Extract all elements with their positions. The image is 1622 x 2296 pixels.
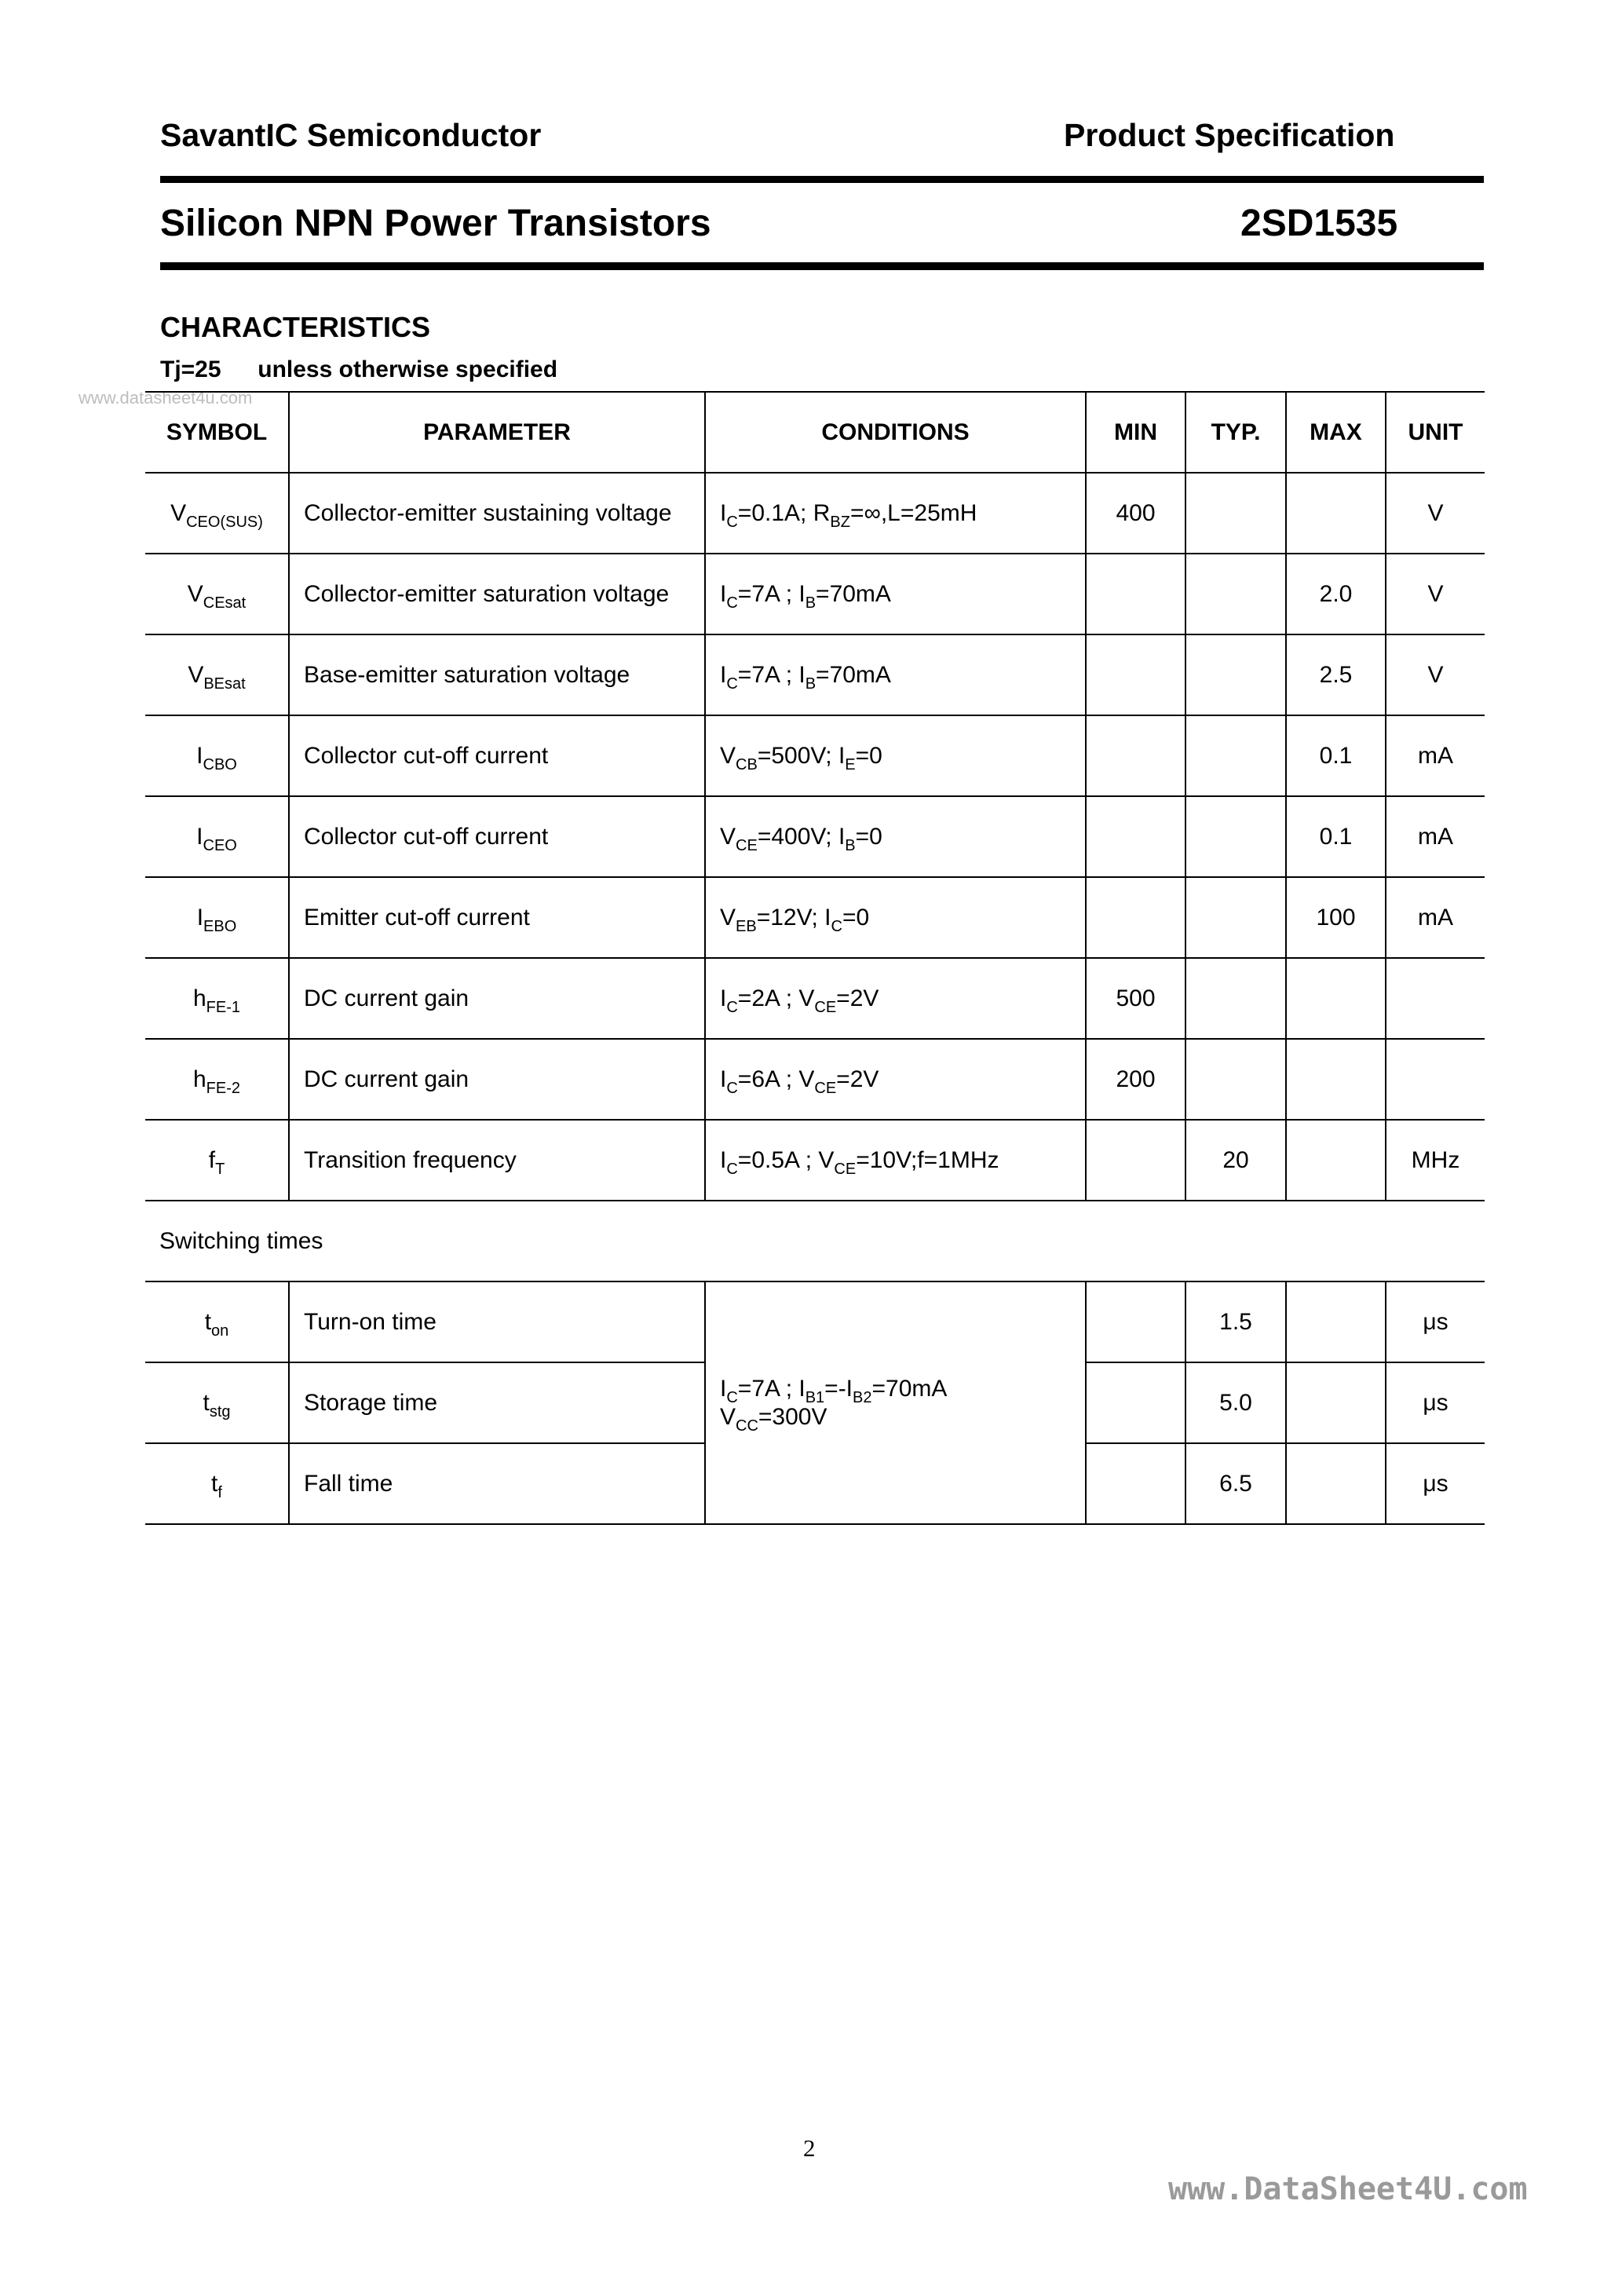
table-row [145, 634, 1485, 715]
conditions-cell [705, 554, 1086, 634]
symbol-cell [145, 1120, 289, 1201]
symbol-subscript: CBO [203, 755, 237, 773]
condition-part: CE [834, 1160, 857, 1178]
symbol-letter: V [187, 580, 203, 607]
condition-part: =70mA [871, 1375, 948, 1402]
header-conditions: CONDITIONS [705, 392, 1086, 473]
conditions-cell [705, 877, 1086, 958]
condition-part: C [726, 1079, 738, 1097]
typ-cell: 6.5 [1185, 1443, 1286, 1524]
symbol-letter: V [170, 499, 187, 526]
switching-label-row [145, 1201, 1485, 1281]
min-cell [1086, 554, 1185, 634]
symbol-cell [145, 1039, 289, 1120]
footer-website: www.DataSheet4U.com [1168, 2171, 1528, 2207]
max-cell [1286, 1120, 1386, 1201]
min-cell [1086, 715, 1185, 796]
symbol-cell [145, 1362, 289, 1443]
table-row [145, 715, 1485, 796]
condition-part: =0 [855, 823, 882, 850]
condition-part: C [831, 917, 842, 935]
table-row [145, 796, 1485, 877]
typ-cell [1185, 958, 1286, 1039]
table-row [145, 877, 1485, 958]
parameter-cell: Base-emitter saturation voltage [289, 634, 705, 715]
header-rule-bottom [160, 262, 1484, 270]
switching-condition-line2 [720, 1403, 1085, 1435]
condition-part: =2V [836, 1066, 879, 1092]
symbol-letter: h [192, 1066, 206, 1092]
min-cell: 400 [1086, 473, 1185, 554]
symbol-subscript: CEO(SUS) [186, 513, 263, 531]
header-min: MIN [1086, 392, 1185, 473]
condition-part: B2 [853, 1388, 872, 1406]
symbol-cell [145, 877, 289, 958]
symbol-subscript: stg [209, 1402, 231, 1420]
document-type: Product Specification [1064, 117, 1395, 153]
typ-cell: 20 [1185, 1120, 1286, 1201]
parameter-cell: Emitter cut-off current [289, 877, 705, 958]
condition-part: I [720, 1066, 727, 1092]
switching-times-label: Switching times [145, 1201, 1485, 1281]
max-cell [1286, 1362, 1386, 1443]
table-header-row [145, 392, 1485, 473]
symbol-cell [145, 796, 289, 877]
condition-part: =2V [836, 985, 879, 1011]
condition-part: I [720, 1375, 727, 1402]
max-cell: 0.1 [1286, 796, 1386, 877]
characteristics-table [145, 391, 1485, 1525]
test-condition-tj: Tj=25 [160, 356, 221, 382]
conditions-cell [705, 1039, 1086, 1120]
condition-part: =10V;f=1MHz [856, 1146, 999, 1173]
symbol-subscript: on [211, 1322, 229, 1340]
unit-cell [1386, 958, 1485, 1039]
condition-part: V [720, 823, 736, 850]
conditions-cell [705, 796, 1086, 877]
max-cell [1286, 1039, 1386, 1120]
unit-cell: MHz [1386, 1120, 1485, 1201]
symbol-letter: t [204, 1308, 212, 1335]
symbol-letter: h [192, 985, 206, 1011]
condition-part: =7A ; I [737, 661, 806, 688]
max-cell: 2.0 [1286, 554, 1386, 634]
condition-part: =0 [842, 904, 870, 930]
condition-part: =∞,L=25mH [849, 499, 977, 526]
condition-part: =400V; I [757, 823, 846, 850]
parameter-cell: Collector cut-off current [289, 796, 705, 877]
symbol-subscript: FE-2 [206, 1079, 241, 1097]
symbol-cell [145, 634, 289, 715]
parameter-cell: Collector-emitter saturation voltage [289, 554, 705, 634]
symbol-subscript: EBO [203, 917, 237, 935]
typ-cell [1185, 715, 1286, 796]
parameter-cell: DC current gain [289, 958, 705, 1039]
parameter-cell: Turn-on time [289, 1281, 705, 1362]
conditions-cell [705, 1120, 1086, 1201]
unit-cell: V [1386, 634, 1485, 715]
symbol-cell [145, 1281, 289, 1362]
page-number: 2 [803, 2134, 816, 2162]
condition-part: B [805, 594, 816, 612]
condition-part: =70mA [816, 661, 891, 688]
header-max: MAX [1286, 392, 1386, 473]
condition-part: C [726, 675, 738, 693]
watermark-top: www.datasheet4u.com [79, 388, 253, 408]
condition-part: C [726, 513, 738, 531]
symbol-cell [145, 1443, 289, 1524]
parameter-cell: Transition frequency [289, 1120, 705, 1201]
header-typ: TYP. [1185, 392, 1286, 473]
symbol-letter: I [196, 823, 203, 850]
condition-part: B [845, 836, 856, 854]
typ-cell [1185, 796, 1286, 877]
typ-cell [1185, 554, 1286, 634]
condition-part: I [720, 985, 727, 1011]
symbol-cell [145, 715, 289, 796]
unit-cell: mA [1386, 877, 1485, 958]
unit-cell: μs [1386, 1362, 1485, 1443]
conditions-cell [705, 715, 1086, 796]
condition-part: B1 [805, 1388, 825, 1406]
min-cell [1086, 634, 1185, 715]
min-cell [1086, 877, 1185, 958]
condition-part: =70mA [816, 580, 891, 607]
condition-part: I [720, 580, 727, 607]
min-cell: 200 [1086, 1039, 1185, 1120]
symbol-cell [145, 554, 289, 634]
unit-cell: mA [1386, 796, 1485, 877]
max-cell: 100 [1286, 877, 1386, 958]
condition-part: I [720, 1146, 727, 1173]
conditions-cell [705, 958, 1086, 1039]
condition-part: =0.5A ; V [737, 1146, 835, 1173]
test-condition [160, 356, 557, 383]
condition-part: =0 [855, 742, 882, 769]
max-cell [1286, 473, 1386, 554]
condition-part: BZ [830, 513, 850, 531]
condition-part: =-I [824, 1375, 853, 1402]
unit-cell [1386, 1039, 1485, 1120]
switching-conditions-cell [705, 1281, 1086, 1524]
parameter-cell: Collector-emitter sustaining voltage [289, 473, 705, 554]
condition-part: C [726, 1160, 738, 1178]
condition-part: C [726, 1388, 738, 1406]
header-symbol: SYMBOL [145, 392, 289, 473]
symbol-letter: I [196, 904, 204, 930]
condition-part: CC [736, 1417, 758, 1435]
product-line-title: Silicon NPN Power Transistors [160, 203, 711, 244]
conditions-cell [705, 634, 1086, 715]
symbol-letter: t [211, 1470, 218, 1497]
typ-cell [1185, 877, 1286, 958]
condition-part: CE [814, 1079, 837, 1097]
symbol-subscript: FE-1 [206, 998, 241, 1016]
condition-part: =0.1A; R [737, 499, 831, 526]
symbol-cell [145, 958, 289, 1039]
conditions-cell [705, 473, 1086, 554]
condition-part: C [726, 998, 738, 1016]
parameter-cell: DC current gain [289, 1039, 705, 1120]
unit-cell: μs [1386, 1443, 1485, 1524]
symbol-letter: I [196, 742, 203, 769]
max-cell [1286, 958, 1386, 1039]
min-cell [1086, 1362, 1185, 1443]
condition-part: EB [736, 917, 757, 935]
table-row [145, 1039, 1485, 1120]
typ-cell [1185, 634, 1286, 715]
test-condition-text: unless otherwise specified [258, 356, 558, 382]
max-cell: 2.5 [1286, 634, 1386, 715]
typ-cell: 1.5 [1185, 1281, 1286, 1362]
unit-cell: μs [1386, 1281, 1485, 1362]
condition-part: =7A ; I [737, 580, 806, 607]
typ-cell [1185, 1039, 1286, 1120]
parameter-cell: Collector cut-off current [289, 715, 705, 796]
header-rule-top [160, 176, 1484, 183]
table-row [145, 473, 1485, 554]
condition-part: =7A ; I [737, 1375, 806, 1402]
condition-part: =500V; I [757, 742, 846, 769]
condition-part: =12V; I [756, 904, 831, 930]
condition-part: B [805, 675, 816, 693]
table-row [145, 1120, 1485, 1201]
min-cell [1086, 1120, 1185, 1201]
header-parameter: PARAMETER [289, 392, 705, 473]
unit-cell: mA [1386, 715, 1485, 796]
condition-part: V [720, 742, 736, 769]
switching-row [145, 1281, 1485, 1362]
part-number: 2SD1535 [1240, 203, 1398, 244]
min-cell [1086, 1443, 1185, 1524]
max-cell [1286, 1281, 1386, 1362]
condition-part: =2A ; V [737, 985, 815, 1011]
switching-condition-line1 [720, 1375, 1085, 1406]
condition-part: =300V [758, 1403, 827, 1430]
condition-part: =6A ; V [737, 1066, 815, 1092]
section-title: CHARACTERISTICS [160, 311, 431, 343]
symbol-subscript: T [215, 1160, 225, 1178]
table-row [145, 958, 1485, 1039]
symbol-subscript: BEsat [203, 675, 246, 693]
symbol-subscript: f [217, 1483, 222, 1501]
company-name: SavantIC Semiconductor [160, 117, 542, 153]
typ-cell: 5.0 [1185, 1362, 1286, 1443]
condition-part: V [720, 904, 736, 930]
condition-part: C [726, 594, 738, 612]
parameter-cell: Storage time [289, 1362, 705, 1443]
header-unit: UNIT [1386, 392, 1485, 473]
symbol-subscript: CEsat [203, 594, 247, 612]
min-cell: 500 [1086, 958, 1185, 1039]
min-cell [1086, 796, 1185, 877]
condition-part: CE [814, 998, 837, 1016]
max-cell: 0.1 [1286, 715, 1386, 796]
condition-part: CB [736, 755, 758, 773]
max-cell [1286, 1443, 1386, 1524]
symbol-cell [145, 473, 289, 554]
symbol-letter: t [203, 1389, 210, 1416]
symbol-letter: V [188, 661, 204, 688]
unit-cell: V [1386, 473, 1485, 554]
symbol-letter: f [208, 1146, 216, 1173]
typ-cell [1185, 473, 1286, 554]
table-row [145, 554, 1485, 634]
condition-part: V [720, 1403, 736, 1430]
symbol-subscript: CEO [203, 836, 237, 854]
condition-part: CE [736, 836, 758, 854]
unit-cell: V [1386, 554, 1485, 634]
condition-part: I [720, 499, 727, 526]
condition-part: E [845, 755, 856, 773]
min-cell [1086, 1281, 1185, 1362]
parameter-cell: Fall time [289, 1443, 705, 1524]
condition-part: I [720, 661, 727, 688]
